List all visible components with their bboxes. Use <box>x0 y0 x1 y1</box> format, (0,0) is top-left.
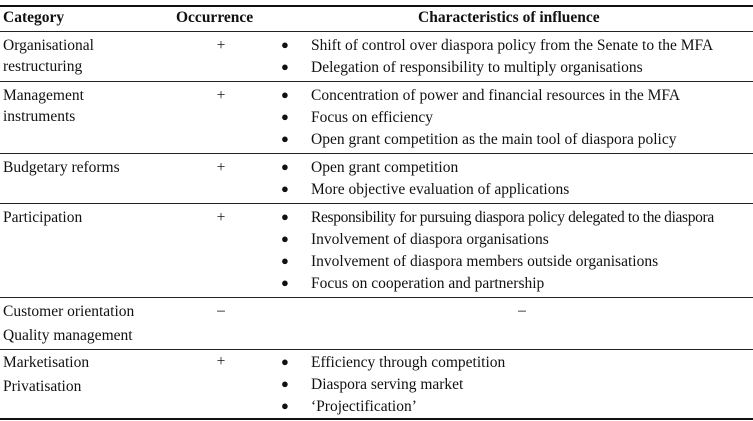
bullet-icon: ● <box>281 59 289 74</box>
characteristic-item: ‘Projectification’ <box>311 398 417 415</box>
category-line: Customer orientation <box>3 303 135 320</box>
characteristic-item: Delegation of responsibility to multiply organisations <box>311 59 643 76</box>
bullet-icon: ● <box>281 354 289 369</box>
category-line: instruments <box>3 108 76 125</box>
row-occurrence: + <box>216 37 226 54</box>
row-occurrence: + <box>216 87 226 104</box>
characteristic-dash: – <box>518 302 526 319</box>
category-line: Marketisation <box>3 354 90 371</box>
characteristic-item: Open grant competition as the main tool of diaspora policy <box>311 131 677 148</box>
header-occurrence: Occurrence <box>176 9 254 26</box>
bullet-icon: ● <box>281 159 289 174</box>
row-rule <box>0 203 753 204</box>
bullet-icon: ● <box>281 398 289 413</box>
row-rule <box>0 297 753 298</box>
bullet-icon: ● <box>281 376 289 391</box>
category-line: Privatisation <box>3 378 82 395</box>
table-top-rule <box>0 5 753 7</box>
bullet-icon: ● <box>281 253 289 268</box>
characteristic-item: Focus on cooperation and partnership <box>311 275 545 292</box>
header-category: Category <box>3 9 65 26</box>
row-occurrence: + <box>216 209 226 226</box>
characteristic-item: Involvement of diaspora organisations <box>311 231 549 248</box>
characteristic-item: Responsibility for pursuing diaspora policy delegated to the diaspora <box>311 209 714 226</box>
bullet-icon: ● <box>281 231 289 246</box>
characteristic-item: Involvement of diaspora members outside organisations <box>311 253 659 270</box>
category-line: Organisational <box>3 37 94 54</box>
characteristic-item: Efficiency through competition <box>311 354 506 371</box>
row-occurrence: + <box>216 353 226 370</box>
row-category: Budgetary reforms <box>3 159 120 176</box>
characteristic-item: Concentration of power and financial resources in the MFA <box>311 87 681 104</box>
bullet-icon: ● <box>281 209 289 224</box>
characteristic-item: Shift of control over diaspora policy from the Senate to the MFA <box>311 37 714 54</box>
row-category <box>3 351 89 399</box>
category-line: Management <box>3 87 84 104</box>
table-bottom-rule <box>0 418 753 420</box>
header-rule <box>0 31 753 32</box>
row-occurrence: + <box>216 159 226 176</box>
characteristic-item: More objective evaluation of applications <box>311 181 570 198</box>
row-occurrence: – <box>217 302 225 319</box>
bullet-icon: ● <box>281 181 289 196</box>
row-category: Participation <box>3 209 83 226</box>
characteristic-item: Diaspora serving market <box>311 376 464 393</box>
characteristic-item: Open grant competition <box>311 159 459 176</box>
bullet-icon: ● <box>281 87 289 102</box>
row-category <box>3 85 84 127</box>
category-line: restructuring <box>3 58 83 75</box>
bullet-icon: ● <box>281 131 289 146</box>
bullet-icon: ● <box>281 275 289 290</box>
header-characteristics: Characteristics of influence <box>418 9 600 26</box>
row-rule <box>0 153 753 154</box>
row-rule <box>0 349 753 350</box>
bullet-icon: ● <box>281 109 289 124</box>
row-category <box>3 300 134 348</box>
category-line: Quality management <box>3 327 133 344</box>
bullet-icon: ● <box>281 37 289 52</box>
row-rule <box>0 81 753 82</box>
row-category <box>3 35 94 77</box>
characteristic-item: Focus on efficiency <box>311 109 433 126</box>
